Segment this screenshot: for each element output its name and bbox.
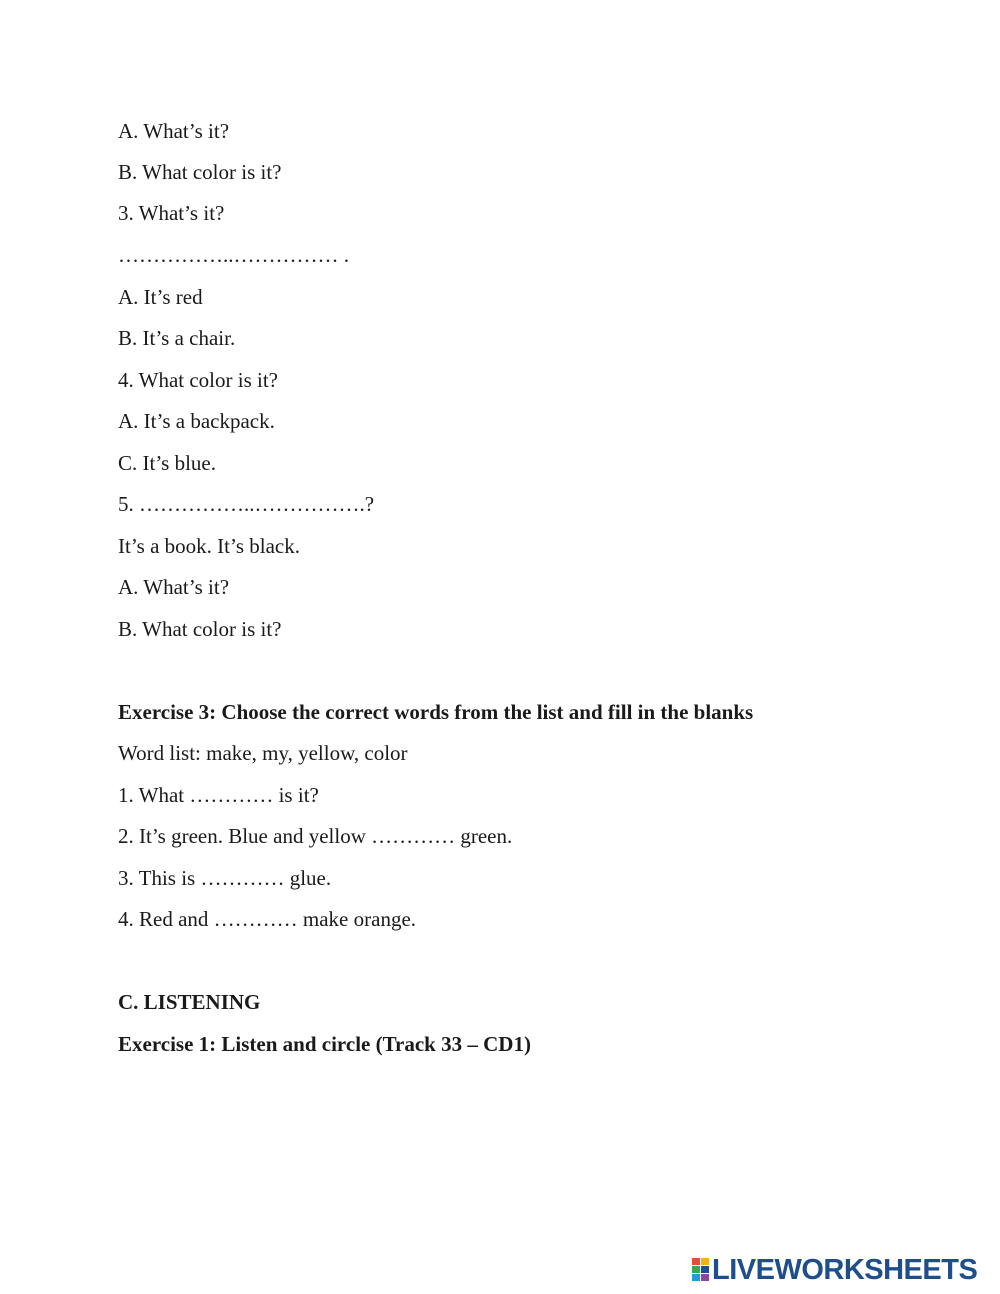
fill-blank-item: 1. What ………… is it? (118, 783, 319, 807)
answer-option: A. What’s it? (118, 575, 230, 599)
answer-option: A. What’s it? (118, 119, 230, 143)
exercise-3-heading: Exercise 3: Choose the correct words from the list and fill in the blanks (118, 700, 754, 724)
question: 3. What’s it? (118, 201, 225, 225)
fill-blank-item: 3. This is ………… glue. (118, 866, 332, 890)
liveworksheets-logo (692, 1253, 977, 1287)
answer-option: A. It’s red (118, 285, 203, 309)
answer-option: A. It’s a backpack. (118, 409, 275, 433)
liveworksheets-logo-text: LIVEWORKSHEETS (712, 1253, 978, 1286)
blank-line: ……………..…………… . (118, 243, 349, 267)
answer-statement: It’s a book. It’s black. (118, 534, 300, 558)
listening-exercise-1-heading: Exercise 1: Listen and circle (Track 33 – CD1) (118, 1032, 531, 1056)
fill-blank-item: 4. Red and ………… make orange. (118, 907, 417, 931)
question: 5. ……………..…………….? (118, 492, 375, 516)
question: 4. What color is it? (118, 368, 278, 392)
answer-option: B. It’s a chair. (118, 326, 236, 350)
liveworksheets-logo-icon (692, 1258, 710, 1282)
listening-section-title: C. LISTENING (118, 990, 261, 1014)
answer-option: B. What color is it? (118, 160, 282, 184)
answer-option: B. What color is it? (118, 617, 282, 641)
fill-blank-item: 2. It’s green. Blue and yellow ………… green. (118, 824, 513, 848)
answer-option: C. It’s blue. (118, 451, 216, 475)
word-list: Word list: make, my, yellow, color (118, 741, 408, 765)
